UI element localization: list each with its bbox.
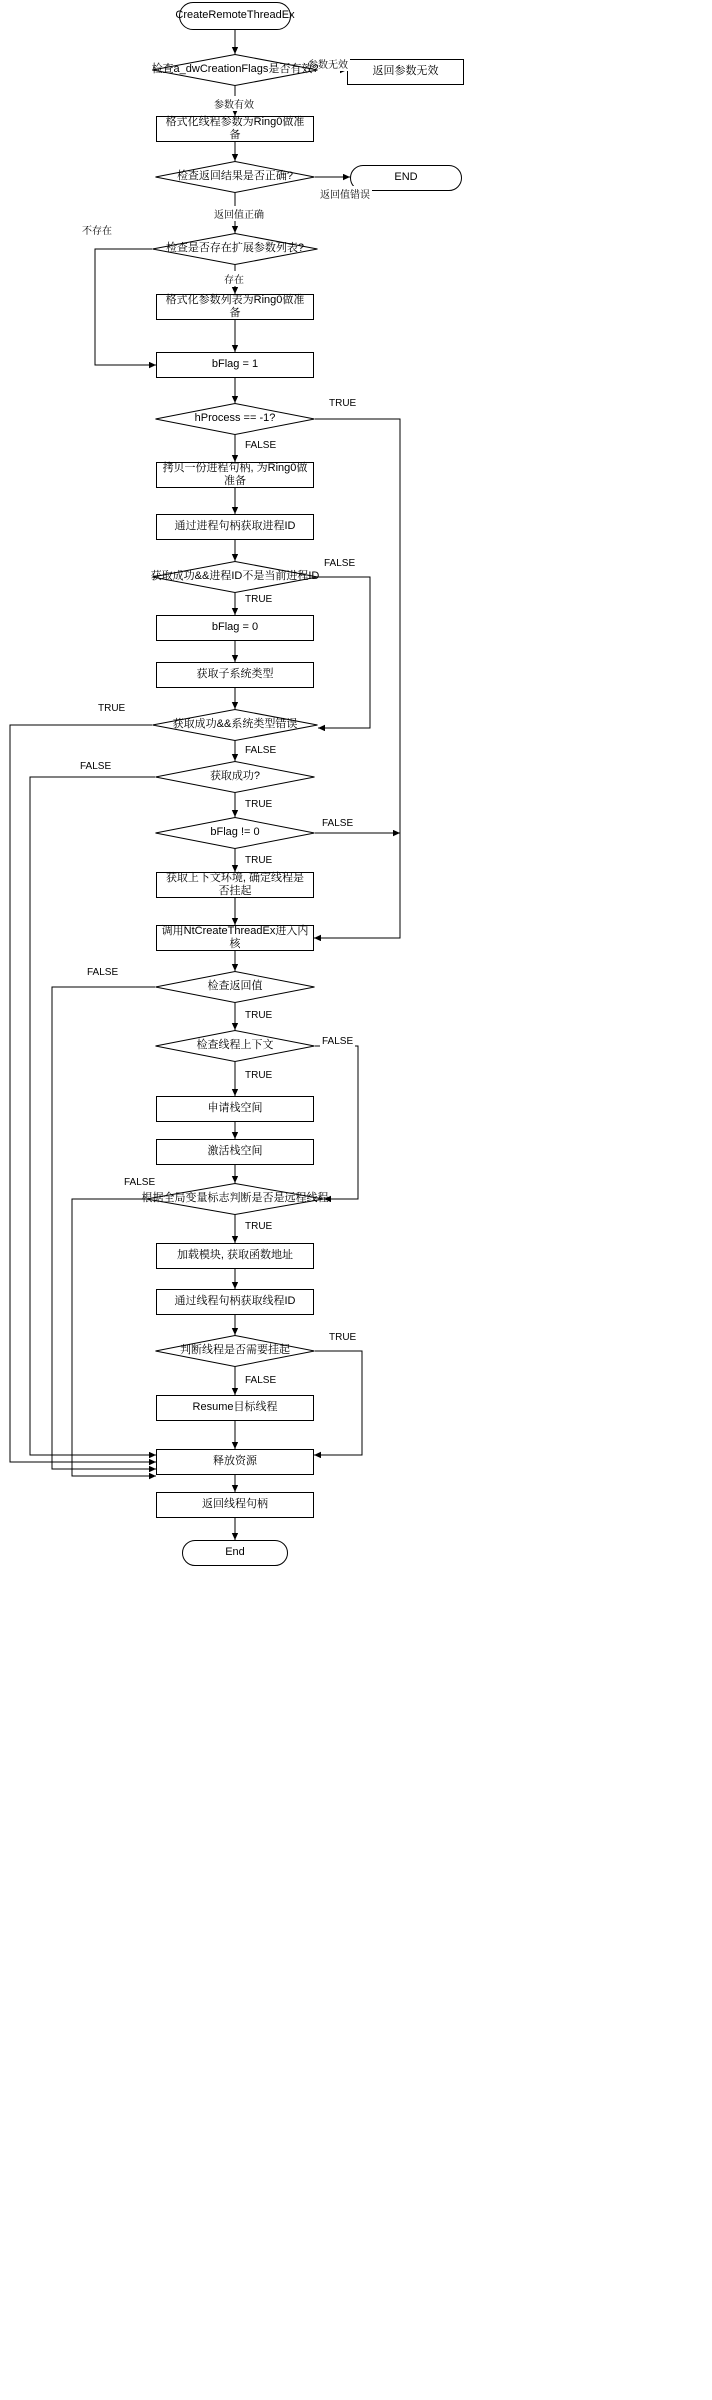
node-check-return-value — [155, 971, 315, 1003]
node-label: CreateRemoteThreadEx — [175, 9, 295, 22]
node-call-ntcreatethreadex — [156, 925, 314, 951]
node-label: 拷贝一份进程句柄, 为Ring0做准备 — [162, 461, 308, 487]
node-label: 加载模块, 获取函数地址 — [176, 1249, 294, 1262]
node-label: END — [394, 171, 418, 184]
node-label: 申请栈空间 — [207, 1102, 263, 1115]
edge-label: TRUE — [98, 703, 126, 714]
node-resume-target-thread — [156, 1395, 314, 1421]
edge-label: FALSE — [322, 1036, 354, 1047]
edge-label: FALSE — [322, 818, 354, 829]
edge-label: TRUE — [245, 1070, 273, 1081]
node-check-remote-thread-flag — [141, 1183, 329, 1215]
node-label: 格式化参数列表为Ring0做准备 — [165, 293, 305, 319]
node-label: 获取成功? — [209, 770, 261, 783]
node-copy-process-handle — [156, 462, 314, 488]
node-label: End — [225, 1546, 245, 1559]
edge-label: 返回值正确 — [212, 206, 266, 221]
node-label: 返回线程句柄 — [202, 1498, 268, 1511]
node-start — [175, 2, 295, 30]
node-release-resources — [156, 1449, 314, 1475]
node-check-return-result — [155, 161, 315, 193]
node-label: 通过进程句柄获取进程ID — [174, 520, 296, 533]
node-label: 激活栈空间 — [207, 1145, 263, 1158]
node-format-thread-params — [156, 116, 314, 142]
node-check-creation-flags — [152, 54, 318, 86]
node-check-thread-context — [155, 1030, 315, 1062]
node-get-process-id — [156, 514, 314, 540]
node-get-success — [155, 761, 315, 793]
edge-label: TRUE — [245, 1010, 273, 1021]
edge-label: FALSE — [245, 745, 277, 756]
node-get-subsystem-type — [156, 662, 314, 688]
edge-label: 参数无效 — [306, 56, 350, 71]
edge-label: FALSE — [87, 967, 119, 978]
edge-label: FALSE — [80, 761, 112, 772]
node-label: 检查是否存在扩展参数列表? — [165, 242, 305, 255]
node-check-ext-param-list — [152, 233, 318, 265]
node-label: 检查线程上下文 — [196, 1039, 274, 1052]
edge-label: TRUE — [245, 594, 273, 605]
edge-label: 存在 — [222, 271, 246, 286]
edge-label: TRUE — [245, 855, 273, 866]
node-label: 检查返回结果是否正确? — [176, 170, 294, 183]
node-label: 通过线程句柄获取线程ID — [174, 1295, 296, 1308]
node-format-param-list — [156, 294, 314, 320]
node-return-invalid-param — [347, 59, 464, 85]
node-label: hProcess == -1? — [194, 412, 276, 425]
node-bflag-set-1 — [156, 352, 314, 378]
node-return-thread-handle — [156, 1492, 314, 1518]
edge-label: 返回值错误 — [318, 186, 372, 201]
edge-label: TRUE — [329, 1332, 357, 1343]
node-label: 检查返回值 — [207, 980, 263, 993]
node-label: 获取上下文环境, 确定线程是否挂起 — [165, 871, 305, 897]
node-end-bottom — [182, 1540, 288, 1566]
node-bflag-not-zero — [155, 817, 315, 849]
node-label: 返回参数无效 — [372, 65, 439, 78]
node-get-thread-id — [156, 1289, 314, 1315]
edge-label: 参数有效 — [212, 96, 256, 111]
node-label: 调用NtCreateThreadEx进入内核 — [161, 924, 309, 950]
node-label: bFlag = 1 — [211, 358, 259, 371]
edge-label: TRUE — [245, 799, 273, 810]
edge-label: 不存在 — [80, 222, 114, 237]
node-load-module-get-func-addr — [156, 1243, 314, 1269]
node-check-pid-not-current — [152, 561, 318, 593]
node-activate-stack — [156, 1139, 314, 1165]
node-label: 判断线程是否需要挂起 — [180, 1344, 290, 1357]
node-label: bFlag = 0 — [211, 621, 259, 634]
node-label: 根据全局变量标志判断是否是远程线程 — [141, 1192, 329, 1205]
node-allocate-stack — [156, 1096, 314, 1122]
edge-label: TRUE — [245, 1221, 273, 1232]
edge-label: FALSE — [245, 440, 277, 451]
edge-label: TRUE — [329, 398, 357, 409]
node-bflag-set-0 — [156, 615, 314, 641]
node-label: 获取成功&&进程ID不是当前进程ID — [150, 570, 320, 583]
edge-label: FALSE — [124, 1177, 156, 1188]
node-thread-needs-suspend — [155, 1335, 315, 1367]
node-hprocess-is-minus-one — [155, 403, 315, 435]
node-check-subsystem-error — [152, 709, 318, 741]
edge-label: FALSE — [324, 558, 356, 569]
node-label: 获取成功&&系统类型错误 — [172, 718, 298, 731]
node-label: bFlag != 0 — [210, 826, 260, 839]
node-label: 释放资源 — [213, 1455, 257, 1468]
node-label: 检查a_dwCreationFlags是否有效? — [151, 63, 319, 76]
edge-label: FALSE — [245, 1375, 277, 1386]
node-label: Resume目标线程 — [192, 1401, 278, 1414]
node-label: 获取子系统类型 — [196, 668, 274, 681]
node-label: 格式化线程参数为Ring0做准备 — [165, 115, 305, 141]
node-get-context-suspend-state — [156, 872, 314, 898]
